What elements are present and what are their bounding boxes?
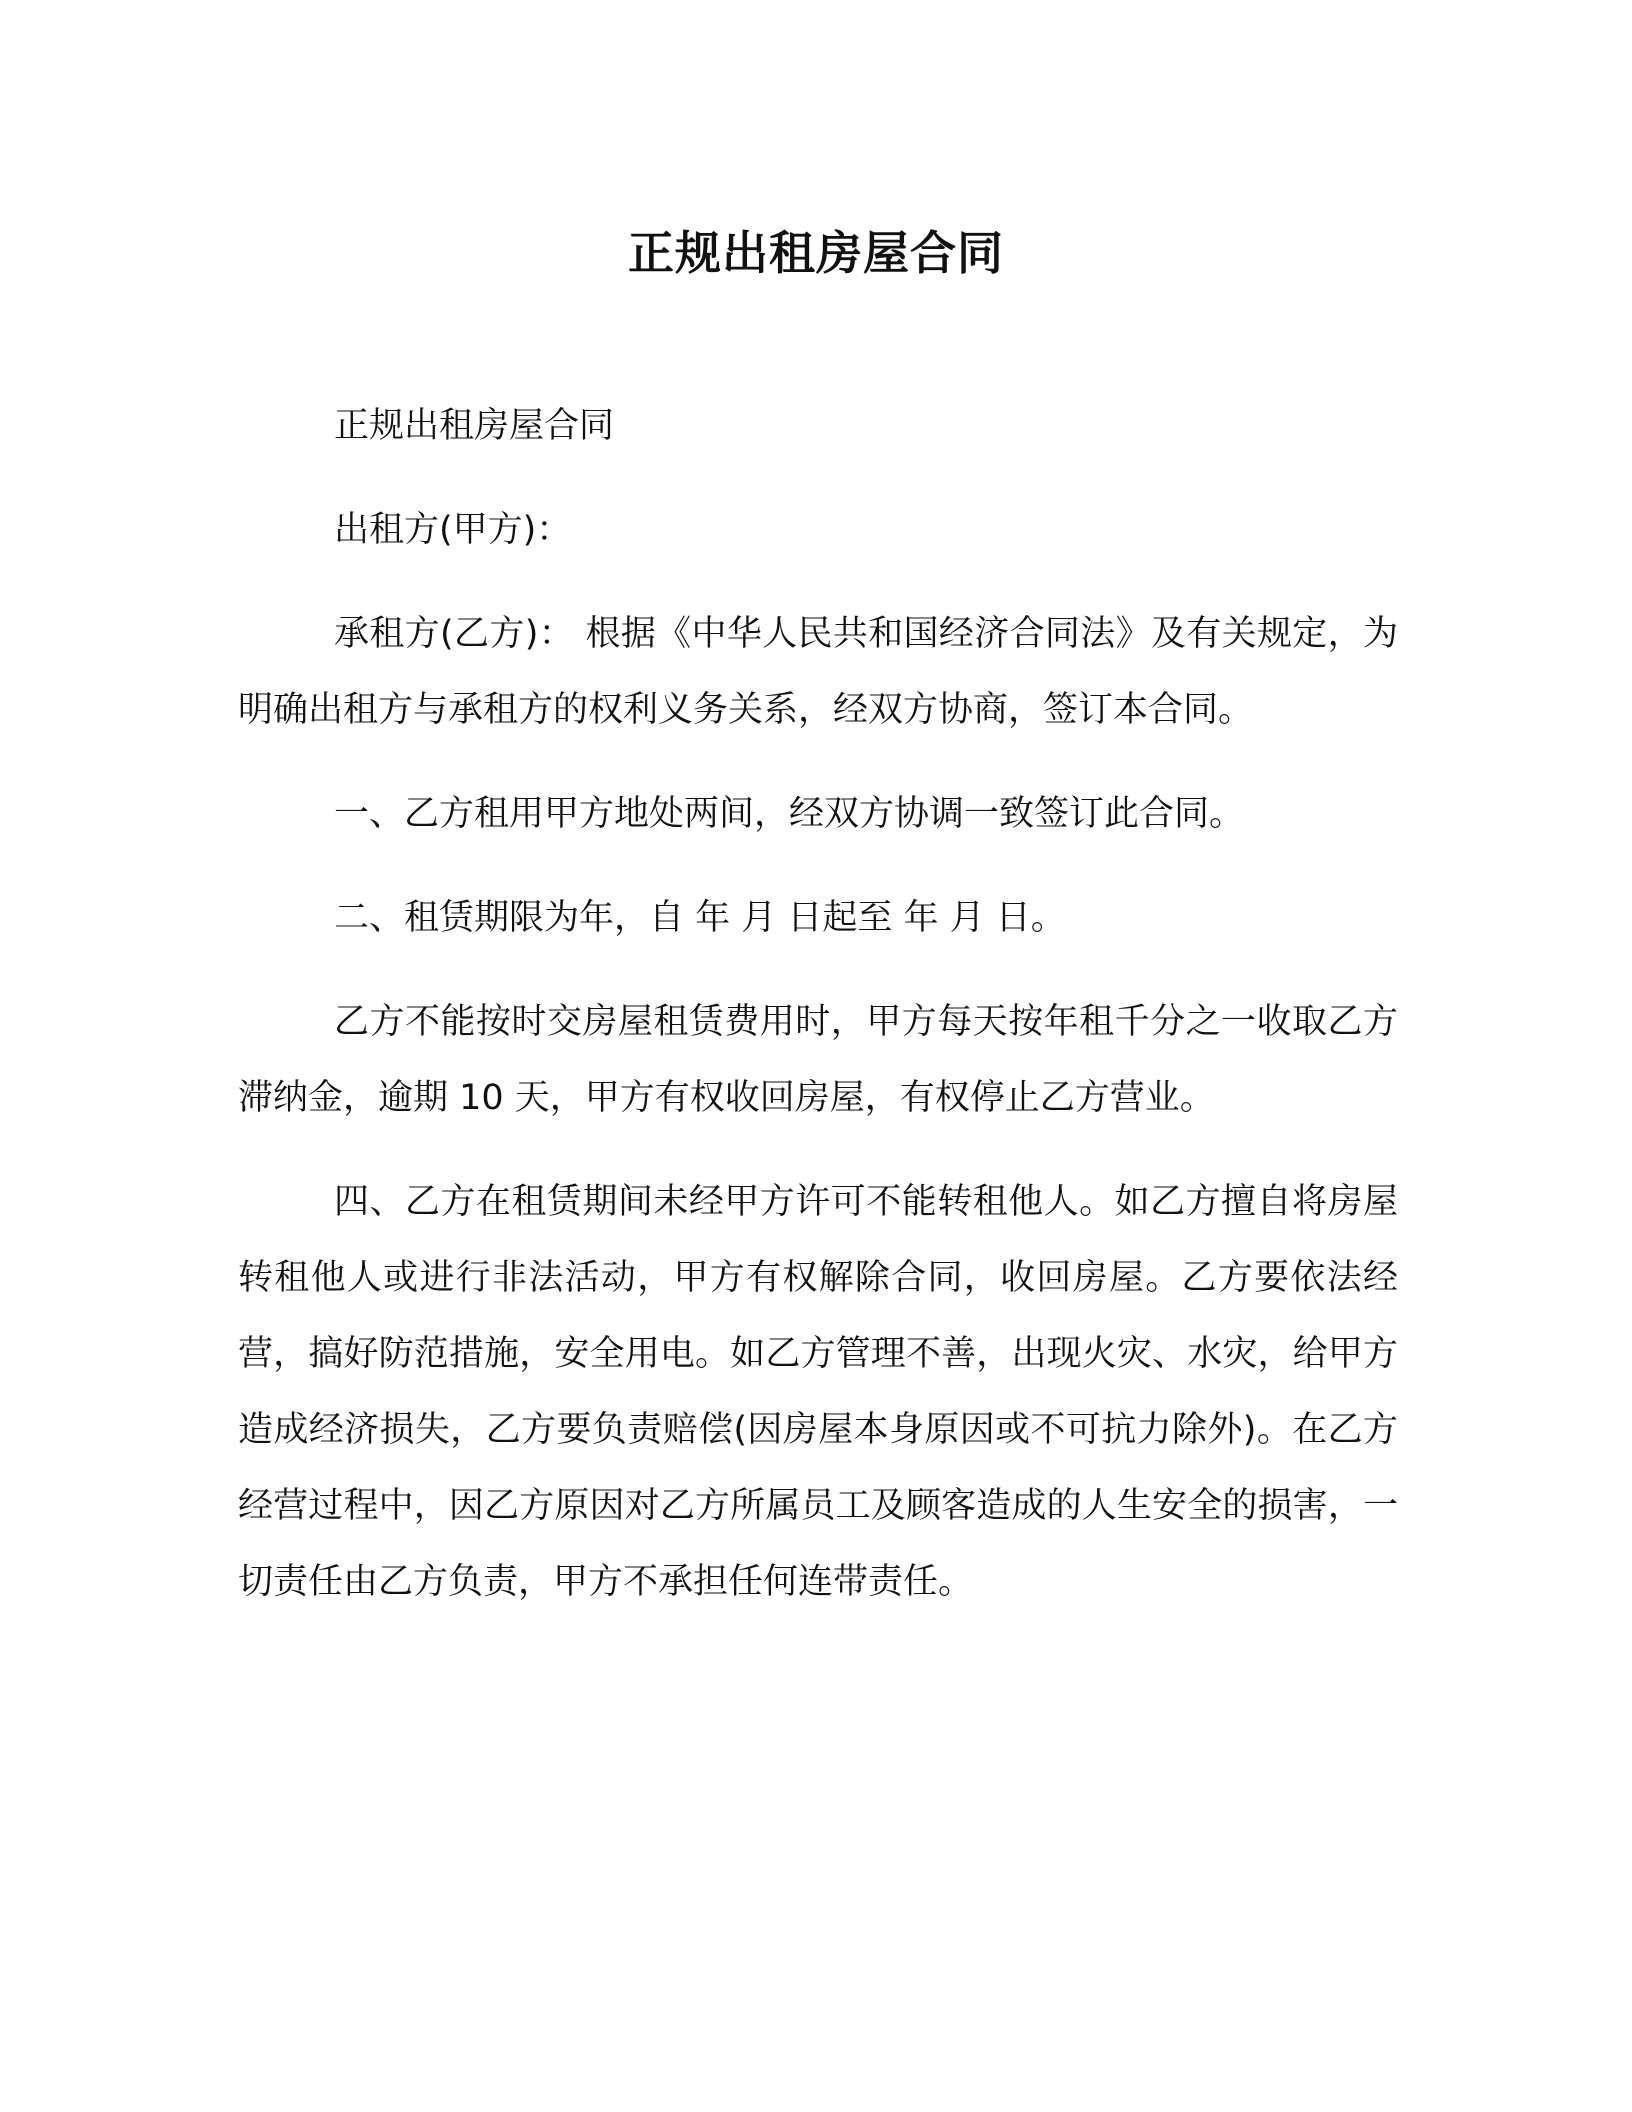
document-title: 正规出租房屋合同: [628, 226, 1004, 280]
lessee-paragraph: 承租方(乙方)： 根据《中华人民共和国经济合同法》及有关规定，为明确出租方与承租方的权利义务关系，经双方协商，签订本合同。: [238, 614, 1398, 730]
lessor-paragraph: 出租方(甲方)：: [334, 510, 572, 550]
subtitle-paragraph: 正规出租房屋合同: [334, 406, 615, 446]
document-body: [238, 388, 1398, 1648]
clause-four-paragraph: 四、乙方在租赁期间未经甲方许可不能转租他人。如乙方擅自将房屋转租他人或进行非法活动，甲方有权解除合同，收回房屋。乙方要依法经营，搞好防范措施，安全用电。如乙方管理不善，出现火灾、水灾，给甲方造成经济损失，乙方要负责赔偿(因房屋本身原因或不可抗力除外)。在乙方经营过程中，因乙方原因对乙方所属员工及顾客造成的人生安全的损害，一切责任由乙方负责，甲方不承担任何连带责任。: [238, 1182, 1398, 1602]
clause-two-paragraph: 二、租赁期限为年，自 年 月 日起至 年 月 日。: [334, 898, 1066, 938]
late-fee-paragraph: 乙方不能按时交房屋租赁费用时，甲方每天按年租千分之一收取乙方滞纳金，逾期 10 天，甲方有权收回房屋，有权停止乙方营业。: [238, 1002, 1398, 1118]
clause-one-paragraph: 一、乙方租用甲方地处两间，经双方协调一致签订此合同。: [334, 794, 1245, 834]
